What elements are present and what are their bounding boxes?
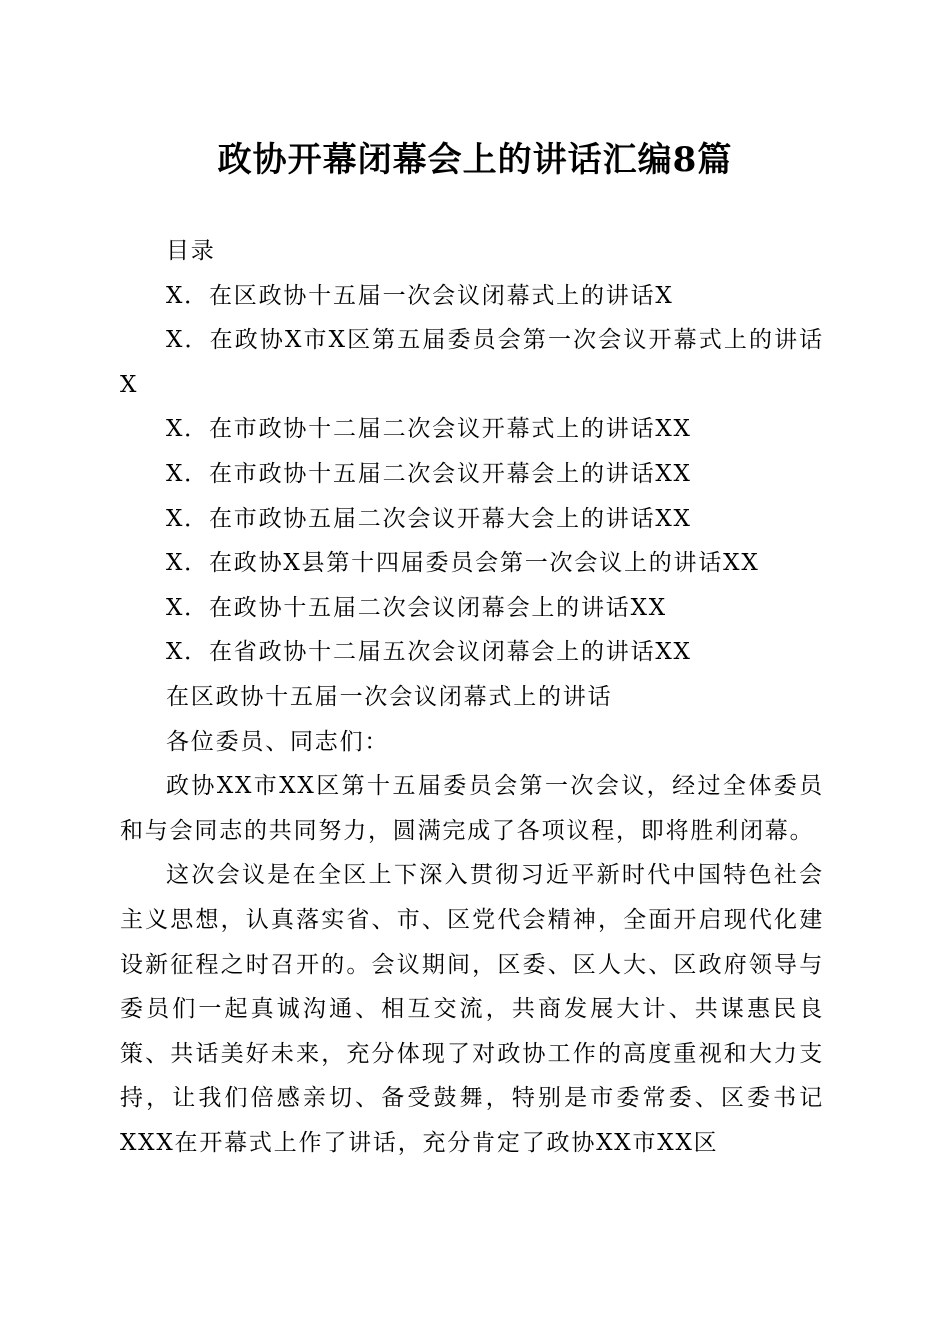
section-title: 在区政协十五届一次会议闭幕式上的讲话 (166, 683, 613, 710)
toc-item: X．在省政协十二届五次会议闭幕会上的讲话XX (166, 639, 692, 666)
toc-item: X．在区政协十五届一次会议闭幕式上的讲话X (166, 282, 674, 309)
document-title: 政协开幕闭幕会上的讲话汇编8篇 (217, 140, 733, 180)
toc-item: X．在政协X县第十四届委员会第一次会议上的讲话XX (166, 550, 760, 577)
toc-item: X．在政协X市X区第五届委员会第一次会议开幕式上的讲话X (120, 327, 824, 398)
body-paragraph: 这次会议是在全区上下深入贯彻习近平新时代中国特色社会主义思想，认真落实省、市、区党代会精神，全面开启现代化建设新征程之时召开的。会议期间，区委、区人大、区政府领导与委员们一起真诚沟通、相互交流，共商发展大计、共谋惠民良策、共话美好未来，充分体现了对政协工作的高度重视和大力支持，让我们倍感亲切、备受鼓舞，特别是市委常委、区委书记XXX在开幕式上作了讲话，充分肯定了政协XX市XX区 (120, 862, 824, 1156)
toc-item: X．在政协十五届二次会议闭幕会上的讲话XX (166, 594, 667, 621)
toc-item: X．在市政协十二届二次会议开幕式上的讲话XX (166, 416, 692, 443)
toc-heading: 目录 (166, 238, 216, 264)
document-body (120, 229, 824, 1165)
toc-item: X．在市政协五届二次会议开幕大会上的讲话XX (166, 505, 692, 532)
body-paragraph: 政协XX市XX区第十五届委员会第一次会议，经过全体委员和与会同志的共同努力，圆满完成了各项议程，即将胜利闭幕。 (120, 773, 824, 844)
toc-item: X．在市政协十五届二次会议开幕会上的讲话XX (166, 460, 692, 487)
salutation: 各位委员、同志们： (166, 728, 390, 755)
